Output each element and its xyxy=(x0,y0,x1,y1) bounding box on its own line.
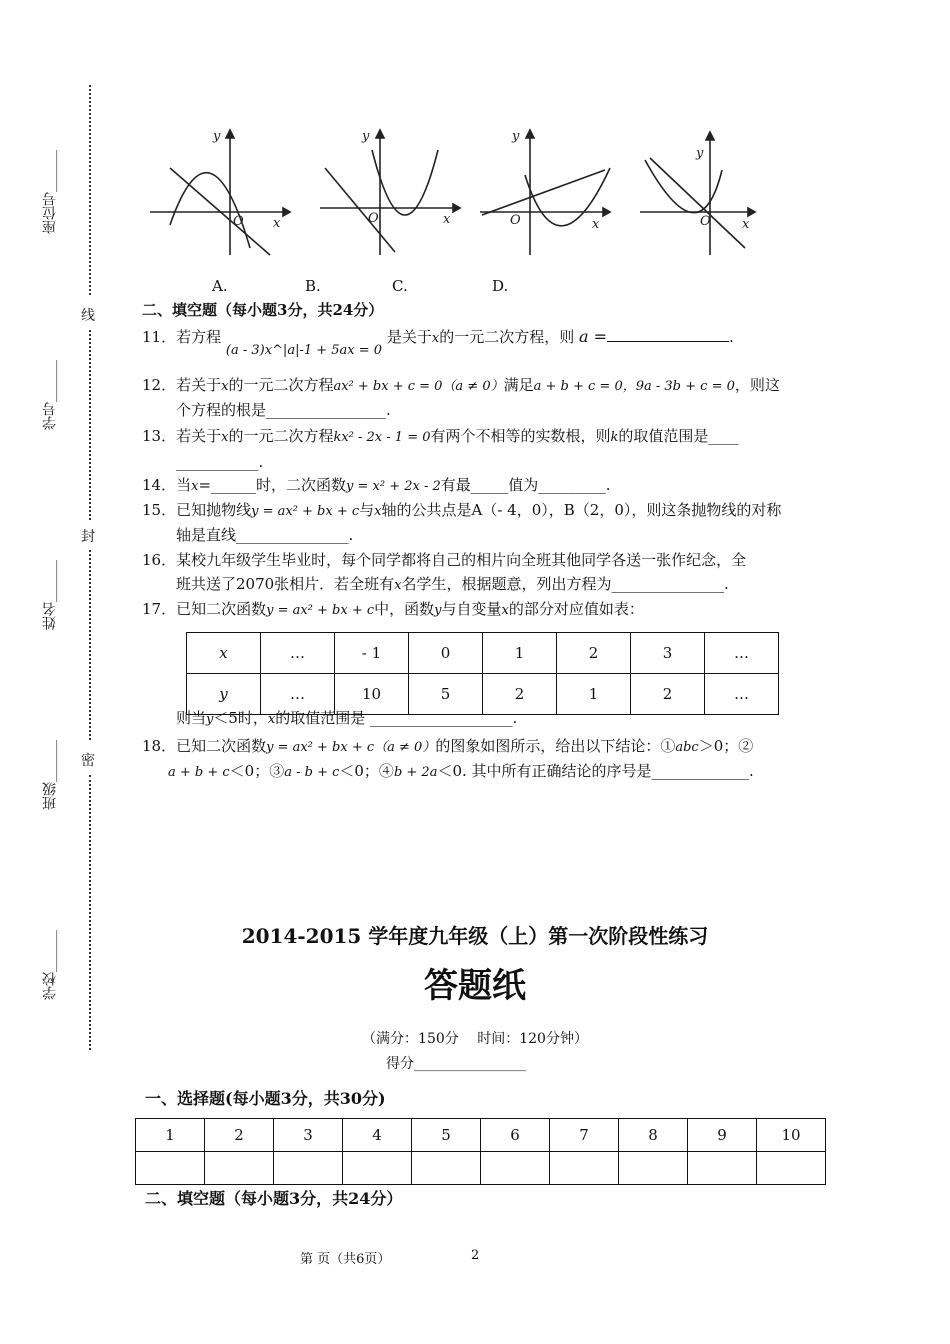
seat-label: 座位号______ xyxy=(42,150,58,234)
graph-b-x: x xyxy=(443,212,451,227)
graph-c-x: x xyxy=(592,217,600,232)
answer-section1-heading: 一、选择题(每小题3分，共30分) xyxy=(145,1089,386,1108)
cell: 0 xyxy=(409,633,483,674)
school-label: 学校______ xyxy=(42,930,58,1000)
value-table-row-x xyxy=(187,633,779,674)
question-11: 11．若方程 (a - 3)x^|a|-1 + 5ax = 0 是关于x的一元二次方程，则 a = . xyxy=(142,327,734,358)
question-17: 17．已知二次函数y = ax² + bx + c中，函数y与自变量x的部分对应值如表： xyxy=(142,600,644,618)
question-14: 14．当x=______时，二次函数y = x² + 2x - 2有最_____值为_________. xyxy=(142,476,611,494)
feng-mark: 封 xyxy=(81,529,95,545)
question-13: 13．若关于x的一元二次方程kx² - 2x - 1 = 0有两个不相等的实数根，则k的取值范围是____ xyxy=(142,427,739,445)
cell: y xyxy=(187,674,261,715)
question-12-line2: 个方程的根是________________. xyxy=(176,401,391,419)
graph-c-y: y xyxy=(512,129,520,144)
cell: 2 xyxy=(631,674,705,715)
graph-a-x: x xyxy=(273,216,281,231)
question-17-after: 则当y＜5时，x的取值范围是 ___________________. xyxy=(176,709,518,727)
name-label: 姓名______ xyxy=(42,560,58,630)
graph-label-b: B. xyxy=(305,277,321,295)
answer-cell[interactable] xyxy=(757,1152,826,1185)
graph-a xyxy=(150,129,290,255)
cell: … xyxy=(261,633,335,674)
answer-number: 7 xyxy=(550,1119,619,1152)
answer-grid xyxy=(135,1118,826,1185)
score-line: 得分________________ xyxy=(386,1056,526,1072)
question-15: 15．已知抛物线y = ax² + bx + c与x轴的公共点是A（- 4，0），B（2，0），则这条抛物线的对称 xyxy=(142,501,782,519)
footer-text: 第 页（共6页） xyxy=(300,1252,391,1267)
question-13-line2: ___________. xyxy=(176,453,264,471)
cell: 2 xyxy=(557,633,631,674)
cut-line-2 xyxy=(89,330,91,520)
graph-d-x: x xyxy=(742,217,750,232)
cell: - 1 xyxy=(335,633,409,674)
answer-number: 10 xyxy=(757,1119,826,1152)
cell: 10 xyxy=(335,674,409,715)
answer-grid-numbers xyxy=(136,1119,826,1152)
cell: x xyxy=(187,633,261,674)
answer-sheet-title: 2014-2015 学年度九年级（上）第一次阶段性练习 xyxy=(241,924,709,948)
graph-options xyxy=(140,120,780,265)
graph-b-o: O xyxy=(368,211,379,226)
cell: … xyxy=(705,633,779,674)
answer-number: 8 xyxy=(619,1119,688,1152)
cell: 5 xyxy=(409,674,483,715)
answer-number: 3 xyxy=(274,1119,343,1152)
value-table xyxy=(186,632,779,715)
answer-cell[interactable] xyxy=(550,1152,619,1185)
cell: 2 xyxy=(483,674,557,715)
answer-cell[interactable] xyxy=(274,1152,343,1185)
question-18: 18．已知二次函数y = ax² + bx + c（a ≠ 0）的图象如图所示，给出以下结论：①abc＞0；② xyxy=(142,737,754,755)
question-15-line2: 轴是直线_______________. xyxy=(176,526,354,544)
graph-label-c: C. xyxy=(392,277,408,295)
graph-c-o: O xyxy=(510,213,521,228)
answer-grid-blanks xyxy=(136,1152,826,1185)
xian-mark: 线 xyxy=(81,308,95,324)
answer-number: 9 xyxy=(688,1119,757,1152)
question-16-line2: 班共送了2070张相片．若全班有x名学生，根据题意，列出方程为_______________. xyxy=(176,575,729,593)
cut-line-3 xyxy=(89,550,91,740)
answer-cell[interactable] xyxy=(136,1152,205,1185)
answer-section2-heading: 二、填空题（每小题3分，共24分） xyxy=(145,1189,403,1208)
answer-cell[interactable] xyxy=(481,1152,550,1185)
question-16: 16．某校九年级学生毕业时，每个同学都将自己的相片向全班其他同学各送一张作纪念，全 xyxy=(142,551,747,569)
cell: … xyxy=(261,674,335,715)
answer-sheet-big-title: 答题纸 xyxy=(424,966,526,1006)
question-18-line2: a + b + c＜0；③a - b + c＜0；④b + 2a＜0. 其中所有正确结论的序号是_____________. xyxy=(168,762,754,780)
graph-label-d: D. xyxy=(492,277,509,295)
cell: 1 xyxy=(483,633,557,674)
answer-cell[interactable] xyxy=(619,1152,688,1185)
graph-d-o: O xyxy=(700,214,711,229)
graph-d-y: y xyxy=(696,146,704,161)
graph-b-y: y xyxy=(362,129,370,144)
cell: 1 xyxy=(557,674,631,715)
graph-label-a: A. xyxy=(212,277,228,295)
answer-number: 4 xyxy=(343,1119,412,1152)
question-12: 12．若关于x的一元二次方程ax² + bx + c = 0（a ≠ 0）满足a + b + c = 0，9a - 3b + c = 0，则这 xyxy=(142,376,780,394)
graph-a-o: O xyxy=(233,214,244,229)
answer-cell[interactable] xyxy=(343,1152,412,1185)
graph-a-y: y xyxy=(213,129,221,144)
answer-cell[interactable] xyxy=(205,1152,274,1185)
answer-cell[interactable] xyxy=(412,1152,481,1185)
student-no-label: 学号______ xyxy=(42,360,58,430)
cell: 3 xyxy=(631,633,705,674)
cut-line-4 xyxy=(89,775,91,1050)
cut-line-1 xyxy=(89,85,91,295)
graph-d xyxy=(640,132,755,255)
cell: … xyxy=(705,674,779,715)
answer-number: 1 xyxy=(136,1119,205,1152)
answer-number: 2 xyxy=(205,1119,274,1152)
answer-number: 6 xyxy=(481,1119,550,1152)
answer-sheet-meta: （满分：150分 时间：120分钟） xyxy=(362,1031,588,1047)
graph-b xyxy=(320,129,460,255)
section2-heading: 二、填空题（每小题3分，共24分） xyxy=(142,301,384,319)
mi-mark: 密 xyxy=(81,753,95,769)
graph-c xyxy=(480,129,610,255)
footer-page: 2 xyxy=(471,1248,480,1263)
answer-cell[interactable] xyxy=(688,1152,757,1185)
class-label: 班级______ xyxy=(42,740,58,810)
answer-number: 5 xyxy=(412,1119,481,1152)
